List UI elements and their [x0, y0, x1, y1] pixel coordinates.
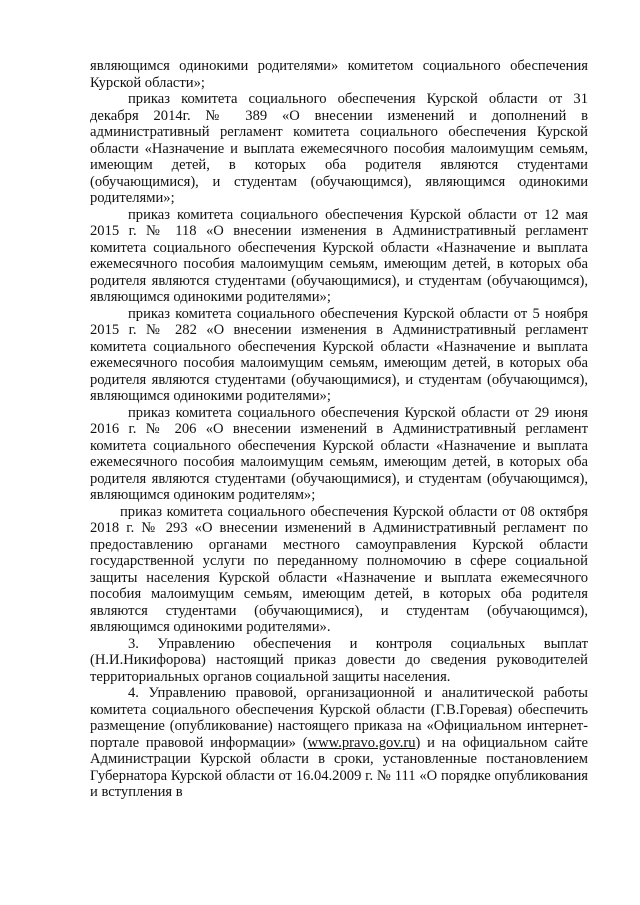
paragraph-item-4: [90, 685, 588, 801]
paragraph-item-3: 3. Управлению обеспечения и контроля социальных выплат (Н.И.Никифорова) настоящий приказ довести до сведения руководителей территориальных органов социальной защиты населения.: [90, 635, 588, 685]
paragraph-continuation: являющимся одинокими родителями» комитетом социального обеспечения Курской области»;: [90, 58, 588, 91]
paragraph-order-2015-282: приказ комитета социального обеспечения Курской области от 5 ноября 2015 г. № 282 «О внесении изменения в Административный регламент комитета социального обеспечения Курской области «Назначение и выплата ежемесячного пособия малоимущим семьям, имеющим детей, в которых оба родителя являются студентами (обучающимися), и студентам (обучающимся), являющимся одинокими родителями»;: [90, 305, 588, 404]
paragraph-order-2016-206: приказ комитета социального обеспечения Курской области от 29 июня 2016 г. № 206 «О внесении изменений в Административный регламент комитета социального обеспечения Курской области «Назначение и выплата ежемесячного пособия малоимущим семьям, имеющим детей, в которых оба родителя являются студентами (обучающимися), и студентам (обучающимся), являющимся одиноким родителям»;: [90, 404, 588, 503]
document-page: [90, 58, 588, 801]
paragraph-order-2018-293: приказ комитета социального обеспечения Курской области от 08 октября 2018 г. № 293 «О внесении изменений в Административный регламент по предоставлению органами местного самоуправления Курской области государственной услуги по переданному полномочию в сфере социальной защиты населения Курской области «Назначение и выплата ежемесячного пособия малоимущим семьям, имеющим детей, в которых оба родителя являются студентами (обучающимися), и студентам (обучающимся), являющимся одинокими родителями».: [90, 503, 588, 635]
item-4-text-after-link: ) и на официальном сайте Администрации Курской области в сроки, установленные постановлением Губернатора Курской области от 16.04.2009 г. № 111 «О порядке опубликования и вступления в: [90, 734, 589, 800]
item-4-text-before-link: 4. Управлению правовой, организационной и аналитической работы комитета социального обеспечения Курской области (Г.В.Горевая) обеспечить размещение (опубликование) настоящего приказа на «Официальном интернет-портале правовой информации» (: [90, 685, 588, 751]
pravo-gov-link[interactable]: www.pravo.gov.ru: [307, 734, 416, 751]
paragraph-order-2014-389: приказ комитета социального обеспечения Курской области от 31 декабря 2014г. № 389 «О внесении изменений и дополнений в административный регламент комитета социального обеспечения Курской области «Назначение и выплата ежемесячного пособия малоимущим семьям, имеющим детей, в которых оба родителя являются студентами (обучающимися), и студентам (обучающимся), являющимся одинокими родителями»;: [90, 91, 588, 206]
paragraph-order-2015-118: приказ комитета социального обеспечения Курской области от 12 мая 2015 г. № 118 «О внесении изменения в Административный регламент комитета социального обеспечения Курской области «Назначение и выплата ежемесячного пособия малоимущим семьям, имеющим детей, в которых оба родителя являются студентами (обучающимися), и студентам (обучающимся), являющимся одинокими родителями»;: [90, 206, 588, 305]
